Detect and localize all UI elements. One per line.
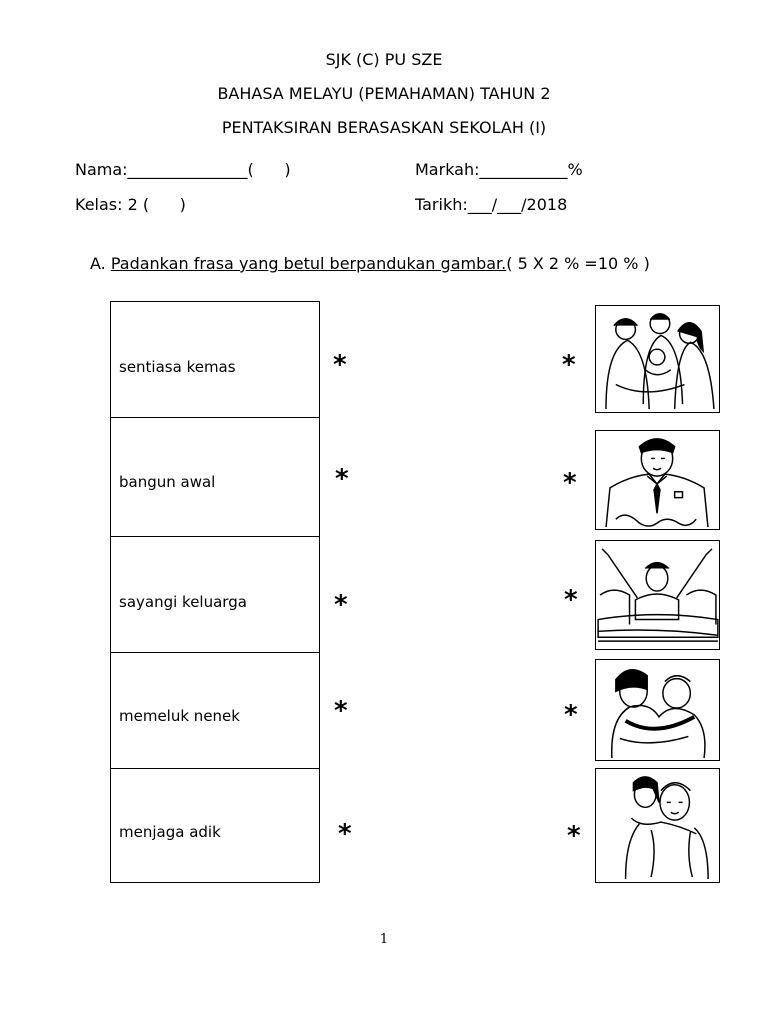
match-point-right[interactable]: *	[562, 350, 576, 380]
match-point-left[interactable]: *	[335, 464, 349, 494]
phrase-label: bangun awal	[119, 473, 216, 491]
neat-schoolboy-picture	[595, 430, 720, 530]
instruction-prefix: A.	[90, 254, 111, 273]
instruction-text: Padankan frasa yang betul berpandukan gambar.	[110, 254, 507, 273]
match-point-left[interactable]: *	[334, 696, 348, 726]
hugging-grandmother-picture	[595, 659, 720, 761]
hugging-illustration	[596, 660, 719, 760]
phrase-label: sayangi keluarga	[119, 593, 247, 611]
marks-field: Markah:___________%	[415, 160, 583, 179]
phrase-label: sentiasa kemas	[119, 358, 236, 376]
phrase-box	[110, 652, 320, 769]
phrase-box	[110, 768, 320, 883]
phrase-box	[110, 301, 320, 418]
match-point-right[interactable]: *	[563, 468, 577, 498]
class-field: Kelas: 2 ( )	[75, 195, 186, 214]
date-field: Tarikh:___/___/2018	[415, 195, 568, 214]
waking-up-picture	[595, 540, 720, 650]
page-number: 1	[379, 932, 389, 947]
family-picture	[595, 305, 720, 413]
carrying-illustration	[596, 769, 719, 882]
match-point-right[interactable]: *	[564, 700, 578, 730]
phrase-box	[110, 417, 320, 537]
phrase-label: menjaga adik	[119, 823, 221, 841]
match-point-left[interactable]: *	[333, 350, 347, 380]
phrase-box	[110, 536, 320, 653]
match-point-left[interactable]: *	[338, 819, 352, 849]
phrase-label: memeluk nenek	[119, 707, 240, 725]
schoolboy-illustration	[596, 431, 719, 529]
match-point-right[interactable]: *	[564, 585, 578, 615]
carrying-sibling-picture	[595, 768, 720, 883]
match-point-left[interactable]: *	[334, 590, 348, 620]
family-illustration	[596, 306, 719, 412]
assessment-title: PENTAKSIRAN BERASASKAN SEKOLAH (I)	[221, 118, 547, 137]
school-name: SJK (C) PU SZE	[325, 50, 443, 69]
name-field: Nama:_______________( )	[75, 160, 291, 179]
waking-up-illustration	[596, 541, 719, 649]
instruction-marks: ( 5 X 2 % =10 % )	[506, 254, 650, 273]
subject-title: BAHASA MELAYU (PEMAHAMAN) TAHUN 2	[217, 84, 551, 103]
instruction	[90, 254, 650, 273]
match-point-right[interactable]: *	[567, 821, 581, 851]
